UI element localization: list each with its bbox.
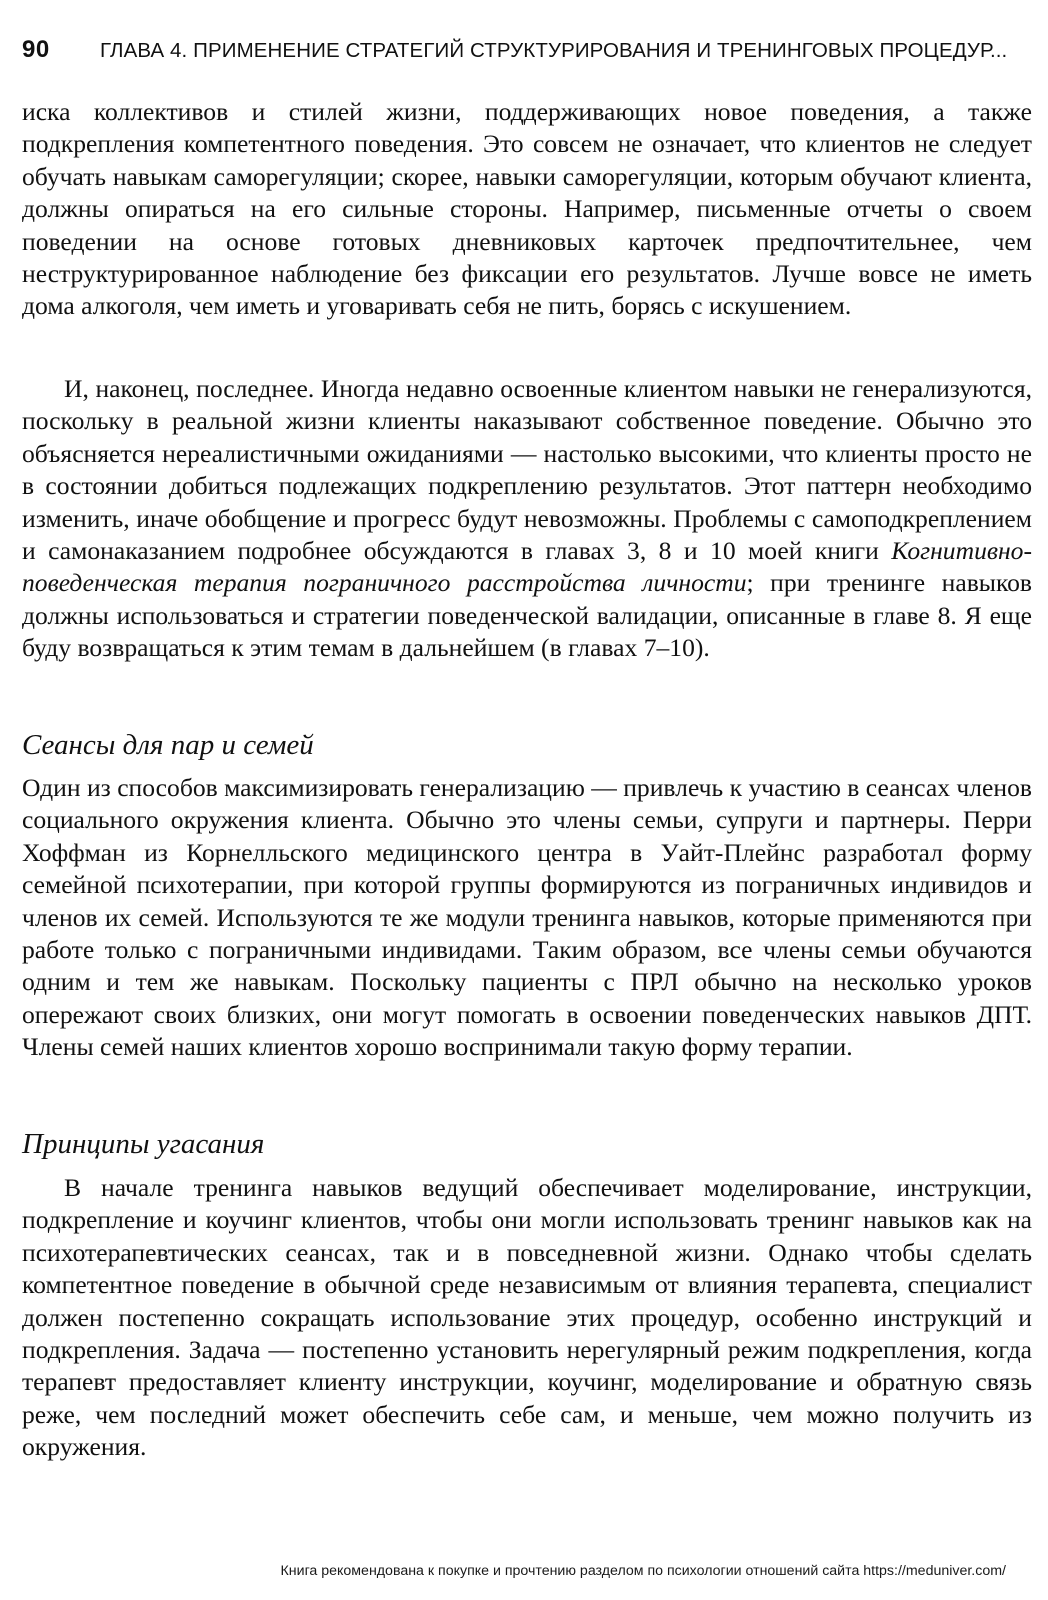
paragraph-2-start: И, наконец, последнее. Иногда недавно освоенные клиентом навыки не генерализуются, поскольку в реальной жизни клиенты наказывают собственное поведение. Обычно это объясняется нереалистичными ожиданиями — настолько высокими, что клиенты просто не в состоянии добиться подлежащих подкреплению результатов. Этот паттерн необходимо изменить, иначе обобщение и прогресс будут невозможны. Проблемы с самоподкреплением и самонаказанием подробнее обсуждаются в главах 3, 8 и 10 моей книги (22, 374, 1032, 566)
paragraph-3 (22, 772, 1032, 1064)
paragraph-4 (22, 1172, 1032, 1464)
paragraph-2-text (22, 373, 1032, 665)
page-header (22, 36, 1032, 72)
section-heading-fading-principles: Принципы угасания (22, 1128, 265, 1160)
paragraph-3-text: Один из способов максимизировать генерализацию — привлечь к участию в сеансах членов социального окружения клиента. Обычно это члены семьи, супруги и партнеры. Перри Хоффман из Корнелльского медицинского центра в Уайт-Плейнс разработал форму семейной психотерапии, при которой группы формируются из пограничных индивидов и членов их семей. Используются те же модули тренинга навыков, которые применяются при работе только с пограничными индивидами. Таким образом, все члены семьи обучаются одним и тем же навыкам. Поскольку пациенты с ПРЛ обычно на несколько уроков опережают своих близких, они могут помогать в освоении поведенческих навыков ДПТ. Члены семей наших клиентов хорошо воспринимали такую форму терапии. (22, 773, 1032, 1062)
book-title: Когнитивно-поведенческая терапия пограничного расстройства личности (22, 536, 1032, 598)
section-heading-couples-families: Сеансы для пар и семей (22, 729, 314, 761)
paragraph-4-text: В начале тренинга навыков ведущий обеспечивает моделирование, инструкции, подкрепление и коучинг клиентов, чтобы они могли использовать тренинг навыков как на психотерапевтических сеансах, так и в повседневной жизни. Однако чтобы сделать компетентное поведение в обычной среде независимым от влияния терапевта, специалист должен постепенно сокращать использование этих процедур, особенно инструкций и подкрепления. Задача — постепенно установить нерегулярный режим подкрепления, когда терапевт предоставляет клиенту инструкции, коучинг, моделирование и обратную связь реже, чем последний может обеспечить себе сам, и меньше, чем можно получить из окружения. (22, 1173, 1032, 1462)
footer-note: Книга рекомендована к покупке и прочтению разделом по психологии отношений сайта https://meduniver.com/ (280, 1563, 1006, 1579)
paragraph-1-text: иска коллективов и стилей жизни, поддерживающих новое поведения, а также подкрепления компетентного поведения. Это совсем не означает, что клиентов не следует обучать навыкам саморегуляции; скорее, навыки саморегуляции, которым обучают клиента, должны опираться на его сильные стороны. Например, письменные отчеты о своем поведении на основе готовых дневниковых карточек предпочтительнее, чем неструктурированное наблюдение без фиксации его результатов. Лучше вовсе не иметь дома алкоголя, чем иметь и уговаривать себя не пить, борясь с искушением. (22, 97, 1032, 321)
running-head: ГЛАВА 4. ПРИМЕНЕНИЕ СТРАТЕГИЙ СТРУКТУРИРОВАНИЯ И ТРЕНИНГОВЫХ ПРОЦЕДУР... (100, 39, 1008, 62)
paragraph-2-end: ; при тренинге навыков должны использоваться и стратегии поведенческой валидации, описанные в главе 8. Я еще буду возвращаться к этим темам в дальнейшем (в главах 7–10). (22, 568, 1032, 663)
paragraph-2 (22, 373, 1032, 665)
page-number: 90 (22, 36, 50, 63)
paragraph-1 (22, 96, 1032, 323)
